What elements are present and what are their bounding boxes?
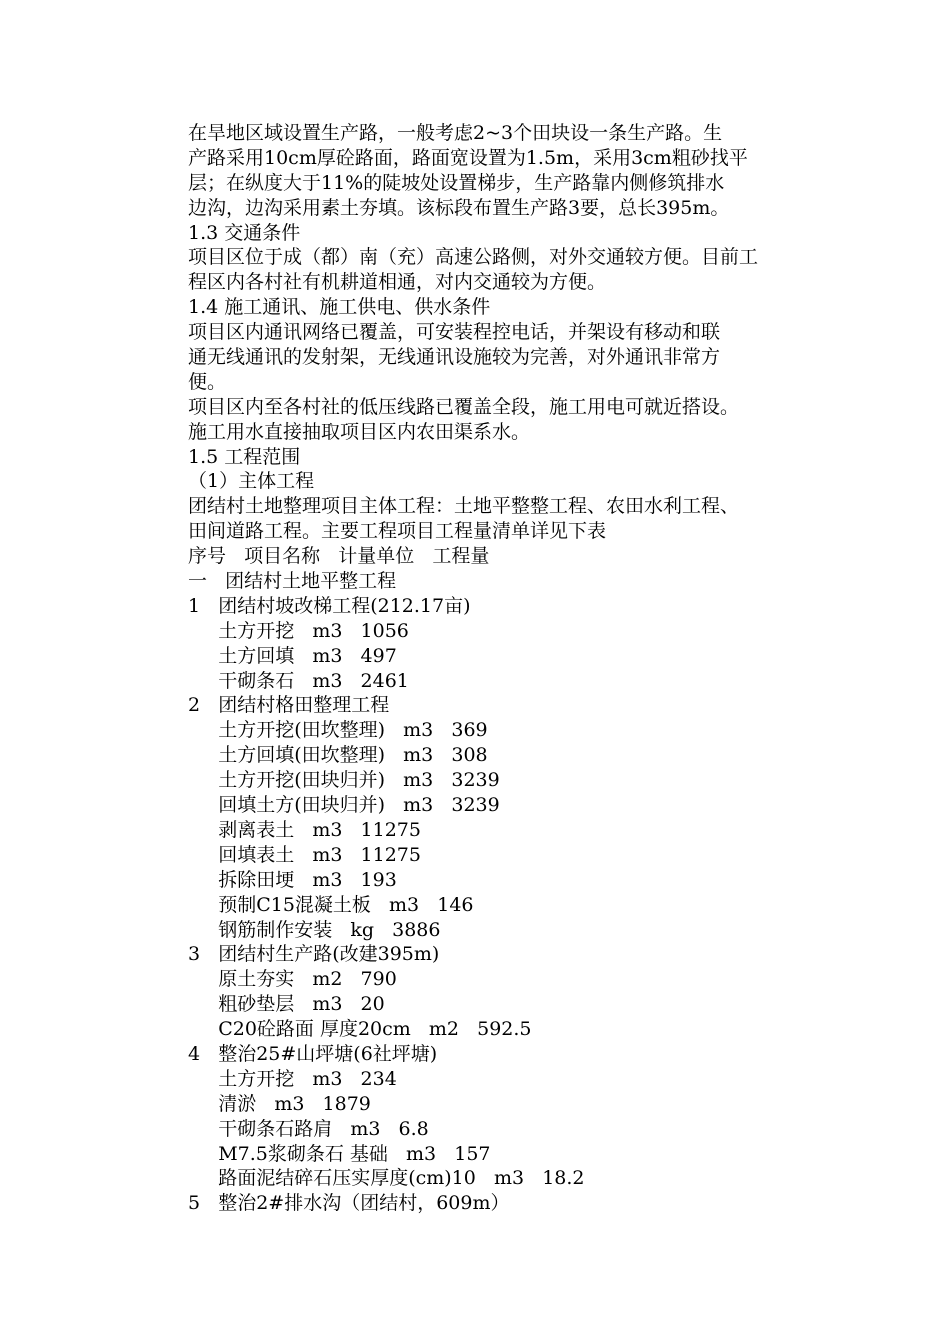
- table-row: 原土夯实 m2 790: [188, 968, 397, 991]
- table-row: M7.5浆砌条石 基础 m3 157: [188, 1142, 491, 1165]
- text-line: 通无线通讯的发射架，无线通讯设施较为完善，对外通讯非常方: [188, 346, 721, 369]
- table-row: 土方开挖(田坎整理) m3 369: [188, 719, 488, 742]
- table-row: C20砼路面 厚度20cm m2 592.5: [188, 1018, 532, 1041]
- table-row: 干砌条石 m3 2461: [188, 669, 409, 692]
- text-line: 在旱地区域设置生产路，一般考虑2~3个田块设一条生产路。生: [188, 122, 723, 144]
- text-line: 产路采用10cm厚砼路面，路面宽设置为1.5m，采用3cm粗砂找平: [188, 146, 748, 169]
- text-line: 程区内各村社有机耕道相通，对内交通较为方便。: [188, 271, 607, 294]
- text-line: 项目区位于成（都）南（充）高速公路侧，对外交通较方便。目前工: [188, 246, 759, 269]
- table-row: 路面泥结碎石压实厚度(cm)10 m3 18.2: [188, 1167, 585, 1190]
- table-row: 土方开挖(田块归并) m3 3239: [188, 769, 500, 792]
- text-line: 便。: [188, 370, 227, 393]
- table-group: 一 团结村土地平整工程: [188, 570, 397, 593]
- table-row: 剥离表土 m3 11275: [188, 818, 421, 841]
- section-heading: 1.3 交通条件: [188, 221, 301, 244]
- text-line: 施工用水直接抽取项目区内农田渠系水。: [188, 420, 531, 443]
- section-heading: 1.5 工程范围: [188, 445, 301, 468]
- text-line: 层；在纵度大于11%的陡坡处设置梯步，生产路靠内侧修筑排水: [188, 171, 725, 194]
- table-row: 土方回填 m3 497: [188, 644, 397, 667]
- table-item: 1 团结村坡改梯工程(212.17亩): [188, 594, 471, 617]
- table-row: 预制C15混凝土板 m3 146: [188, 893, 474, 916]
- table-row: 回填表土 m3 11275: [188, 843, 421, 866]
- table-item: 2 团结村格田整理工程: [188, 694, 390, 717]
- table-row: 干砌条石路肩 m3 6.8: [188, 1117, 429, 1140]
- table-row: 土方开挖 m3 1056: [188, 619, 409, 642]
- text-line: 项目区内通讯网络已覆盖，可安装程控电话，并架设有移动和联: [188, 321, 721, 344]
- table-row: 土方回填(田坎整理) m3 308: [188, 744, 488, 767]
- table-item: 4 整治25#山坪塘(6社坪塘): [188, 1042, 438, 1065]
- table-item: 3 团结村生产路(改建395m): [188, 943, 440, 966]
- text-line: 项目区内至各村社的低压线路已覆盖全段，施工用电可就近搭设。: [188, 395, 740, 418]
- table-row: 粗砂垫层 m3 20: [188, 993, 385, 1016]
- sub-heading: （1）主体工程: [188, 470, 315, 493]
- section-heading: 1.4 施工通讯、施工供电、供水条件: [188, 296, 491, 319]
- text-line: 团结村土地整理项目主体工程：土地平整整工程、农田水利工程、: [188, 495, 740, 518]
- table-row: 拆除田埂 m3 193: [188, 868, 397, 891]
- table-row: 钢筋制作安装 kg 3886: [188, 918, 441, 941]
- text-line: 田间道路工程。主要工程项目工程量清单详见下表: [188, 520, 607, 543]
- table-row: 清淤 m3 1879: [188, 1092, 371, 1115]
- document-body: [188, 121, 828, 1216]
- table-item: 5 整治2#排水沟（团结村，609m）: [188, 1192, 510, 1215]
- table-header: 序号 项目名称 计量单位 工程量: [188, 545, 490, 568]
- table-row: 回填土方(田块归并) m3 3239: [188, 794, 500, 817]
- text-line: 边沟，边沟采用素土夯填。该标段布置生产路3要，总长395m。: [188, 196, 730, 219]
- table-row: 土方开挖 m3 234: [188, 1067, 397, 1090]
